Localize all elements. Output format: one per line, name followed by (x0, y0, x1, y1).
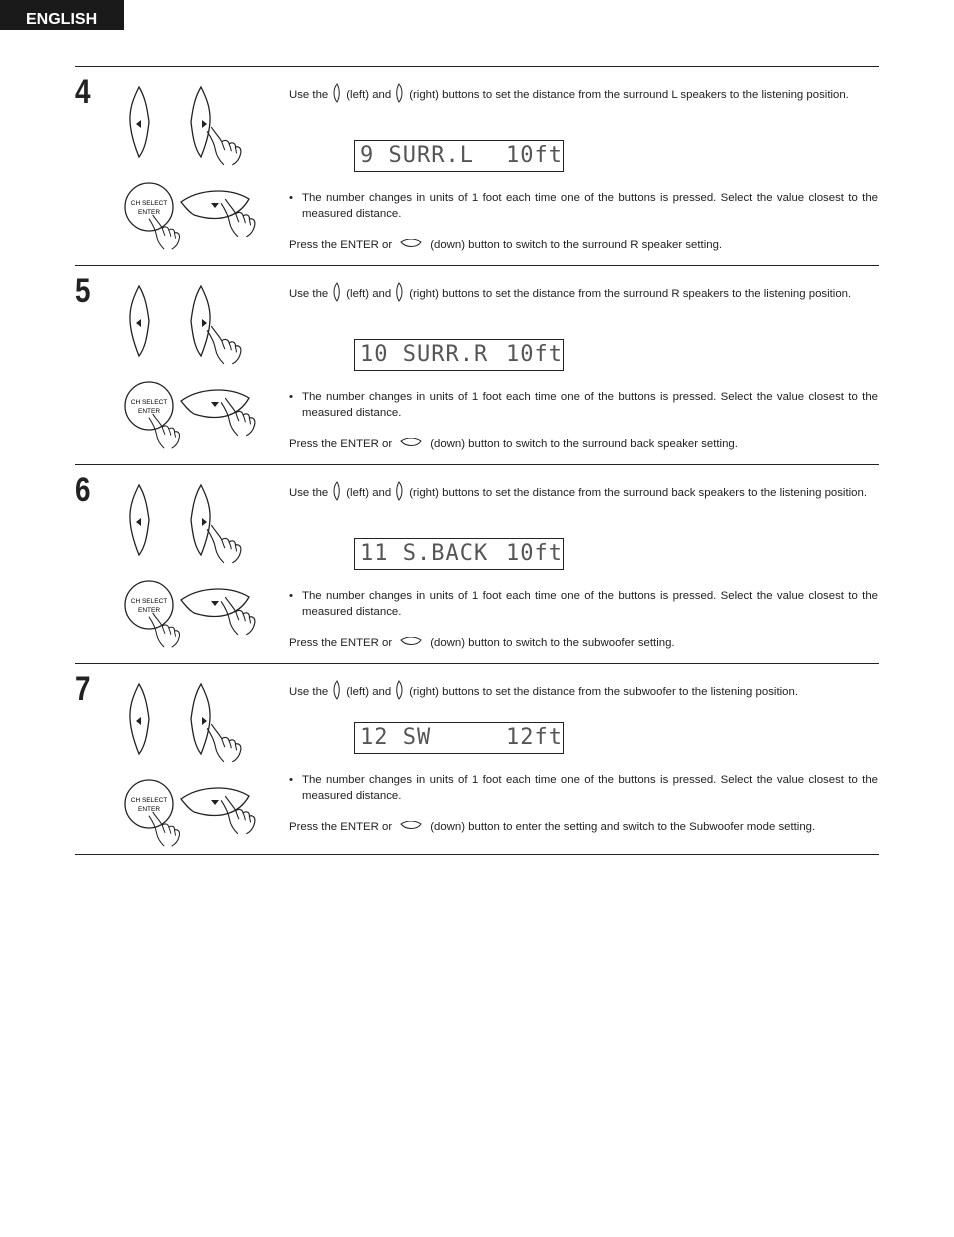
left-arrow-button-icon (332, 282, 341, 302)
step-number: 7 (75, 670, 91, 708)
enter-label: ENTER (137, 607, 161, 614)
enter-label: ENTER (137, 408, 161, 415)
ch-select-label: CH SELECT (130, 399, 168, 406)
press-instruction: Press the ENTER or (down) button to switch to the surround back speaker setting. (289, 438, 738, 450)
instruction-text: Use the (left) and (right) buttons to set the distance from the surround back speakers to the listening position. (289, 481, 878, 504)
left-arrow-button-icon (332, 83, 341, 103)
press-instruction: Press the ENTER or (down) button to switch to the surround R speaker setting. (289, 239, 723, 251)
down-button-icon (181, 191, 255, 237)
down-button-icon (181, 390, 255, 436)
note-bullet: • The number changes in units of 1 foot each time one of the buttons is pressed. Select the value closest to the measured distance. (289, 390, 878, 421)
ch-select-enter-button-icon (125, 382, 179, 448)
ch-select-enter-button-icon (125, 183, 179, 249)
enter-label: ENTER (137, 806, 161, 813)
left-arrow-button-icon (332, 481, 341, 501)
note-bullet: • The number changes in units of 1 foot each time one of the buttons is pressed. Select the value closest to the measured distance. (289, 191, 878, 222)
ch-select-label: CH SELECT (130, 797, 168, 804)
instruction-text: Use the (left) and (right) buttons to set the distance from the subwoofer to the listening position. (289, 680, 878, 703)
note-bullet: • The number changes in units of 1 foot each time one of the buttons is pressed. Select the value closest to the measured distance. (289, 773, 878, 804)
instruction-text: Use the (left) and (right) buttons to set the distance from the surround R speakers to the listening position. (289, 282, 878, 305)
remote-buttons-illustration (119, 77, 269, 252)
language-tab: ENGLISH (0, 0, 124, 30)
press-instruction: Press the ENTER or (down) button to enter the setting and switch to the Subwoofer mode setting. (289, 821, 816, 833)
down-button-icon (181, 788, 255, 834)
enter-label: ENTER (137, 209, 161, 216)
ch-select-label: CH SELECT (130, 200, 168, 207)
display-readout: 11 S.BACK 10ft (354, 538, 564, 570)
remote-buttons-illustration (119, 276, 269, 451)
right-button-icon (191, 286, 241, 364)
right-arrow-button-icon (395, 83, 404, 103)
down-arrow-button-icon (400, 637, 422, 647)
step-section (75, 464, 879, 664)
down-arrow-button-icon (400, 239, 422, 249)
section-divider (75, 854, 879, 855)
step-number: 4 (75, 73, 91, 111)
remote-buttons-illustration (119, 674, 269, 849)
down-button-icon (181, 589, 255, 635)
step-section (75, 663, 879, 854)
display-readout: 9 SURR.L 10ft (354, 140, 564, 172)
press-instruction: Press the ENTER or (down) button to switch to the subwoofer setting. (289, 637, 675, 649)
down-arrow-button-icon (400, 438, 422, 448)
display-readout: 10 SURR.R 10ft (354, 339, 564, 371)
left-arrow-button-icon (332, 680, 341, 700)
right-button-icon (191, 87, 241, 165)
right-button-icon (191, 684, 241, 762)
ch-select-label: CH SELECT (130, 598, 168, 605)
right-button-icon (191, 485, 241, 563)
down-arrow-button-icon (400, 821, 422, 831)
left-button-icon (130, 684, 149, 754)
right-arrow-button-icon (395, 680, 404, 700)
step-section (75, 265, 879, 465)
step-number: 5 (75, 272, 91, 310)
instruction-text: Use the (left) and (right) buttons to set the distance from the surround L speakers to the listening position. (289, 83, 878, 106)
ch-select-enter-button-icon (125, 581, 179, 647)
right-arrow-button-icon (395, 282, 404, 302)
left-button-icon (130, 87, 149, 157)
display-readout: 12 SW 12ft (354, 722, 564, 754)
left-button-icon (130, 286, 149, 356)
step-number: 6 (75, 471, 91, 509)
remote-buttons-illustration (119, 475, 269, 650)
note-bullet: • The number changes in units of 1 foot each time one of the buttons is pressed. Select the value closest to the measured distance. (289, 589, 878, 620)
step-section (75, 66, 879, 266)
ch-select-enter-button-icon (125, 780, 179, 846)
right-arrow-button-icon (395, 481, 404, 501)
left-button-icon (130, 485, 149, 555)
